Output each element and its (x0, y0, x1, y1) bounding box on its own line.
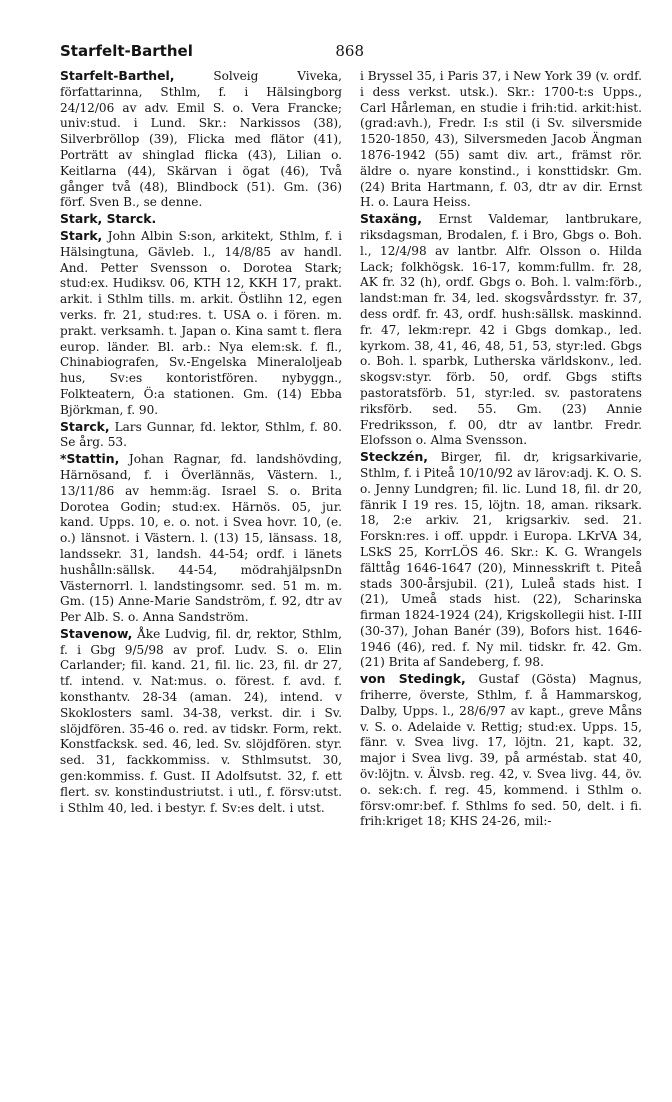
page-header (60, 40, 634, 62)
entry-text: Åke Ludvig, fil. dr, rektor, Sthlm, f. i Gbg 9/5/98 av prof. Ludv. S. o. Elin Carlander; fil. kand. 21, fil. lic. 23, fil. dr 27, tf. intend. v. Nat:mus. o. förest. f. avd. f. konsthantv. 28-34 (aman. 24), intend. v Skoklosters saml. 34-38, verkst. dir. i Sv. slöjdfören. 35-46 o. red. av tidskr. Form, rekt. Konstfacksk. sed. 46, led. Sv. slöjdfören. styr. sed. 31, fackkommiss. v. Sthlmsutst. 30, gen:kommiss. f. Gust. II Adolfsutst. 32, f. ett flert. sv. konstindustriutst. i utl., f. försv:utst. i Sthlm 40, led. i bestyr. f. Sv:es delt. i utst. (60, 626, 342, 815)
entry-headword: *Stattin, (60, 451, 120, 467)
entry (360, 671, 642, 830)
entry (60, 626, 342, 817)
entry-headword: Steckzén, (360, 449, 428, 465)
entry-headword: Starfelt-Barthel, (60, 68, 175, 83)
page-number: 868 (335, 42, 364, 60)
entry (360, 449, 642, 671)
running-head: Starfelt-Barthel (60, 42, 193, 60)
entry (360, 68, 642, 211)
right-column (360, 68, 642, 830)
entry-headword: Stark, (60, 227, 103, 243)
entry (60, 228, 342, 419)
entry-headword: Stark, Starck. (60, 211, 157, 227)
entry (60, 68, 342, 211)
entry-headword: Stavenow, (60, 625, 133, 641)
left-column (60, 68, 342, 830)
entry (360, 211, 642, 449)
entry (60, 211, 342, 228)
entry-text: Birger, fil. dr, krigsarkivarie, Sthlm, f. i Piteå 10/10/92 av lärov:adj. K. O. S. o. Jenny Lundgren; fil. lic. Lund 18, fil. dr 20, fänrik I 19 res. 15, löjtn. 18, aman. riksark. 18, 2:e arkiv. 21, krigsarkiv. sed. 21. Forskn:res. i off. uppdr. i Europa. LKrVA 34, LSkS 25, KorrLÖS 46. Skr.: K. G. Wrangels fälttåg 1646-1647 (20), Minnesskrift t. Piteå stads 300-årsjubil. (21), Luleå stads hist. I (21), Umeå stads hist. (22), Scharinska firman 1824-1924 (24), Krigskollegii hist. I-III (30-37), Johan Banér (39), Bofors hist. 1646-1946 (46), red. f. Ny mil. tidskr. fr. 42. Gm. (21) Brita af Sandeberg, f. 98. (360, 450, 642, 670)
entry-text: Solveig Viveka, författarinna, Sthlm, f. i Hälsingborg 24/12/06 av adv. Emil S. o. Vera Francke; univ:stud. i Lund. Skr.: Narkissos (38), Silverbröllop (39), Flicka med flätor (41), Porträtt av shinglad flicka (43), Lilian o. Keitlarna (44), Skärvan i ögat (46), Två gånger två (48), Blindbock (51). Gm. (36) förf. Sven B., se denne. (60, 69, 342, 210)
entry-text: Ernst Valdemar, lantbrukare, riksdagsman, Brodalen, f. i Bro, Gbgs o. Boh. l., 12/4/98 av lantbr. Alfr. Olsson o. Hilda Lack; folkhögsk. 16-17, komm:fullm. fr. 28, AK fr. 32 (h), ordf. Gbgs o. Boh. l. valm:förb., landst:man fr. 34, led. skogsvårdsstyr. fr. 37, dess ordf. fr. 43, ordf. hush:sällsk. maskinnd. fr. 47, lekm:repr. 42 i Gbgs domkap., led. kyrkom. 38, 41, 46, 48, 51, 53, styr:led. Gbgs o. Boh. l. sparbk, Lutherska världskonv., led. skogsv:styr. förb. 50, ordf. Gbgs stifts pastoratsförb. 51, styr:led. sv. pastoratens riksförb. sed. 55. Gm. (23) Annie Fredriksson, f. 00, dtr av lantbr. Fredr. Elofsson o. Alma Svensson. (360, 212, 642, 448)
entry-text: John Albin S:son, arkitekt, Sthlm, f. i Hälsingtuna, Gävleb. l., 14/8/85 av handl. And. Petter Svensson o. Dorotea Stark; stud:ex. Hudiksv. 06, KTH 12, KKH 17, prakt. arkit. i Sthlm tills. m. arkit. Östlihn 12, egen verks. fr. 21, stud:res. t. USA o. i fören. m. prakt. verksamh. t. Japan o. Kina samt t. flera europ. länder. Bl. arb.: Nya elem:sk. f. fl., Chinabiografen, Sv.-Engelska Mineraloljeab hus, Sv:es kontoristfören. nybyggn., Folkteatern, Ö:a stationen. Gm. (14) Ebba Björkman, f. 90. (60, 228, 342, 417)
entry-text: i Bryssel 35, i Paris 37, i New York 39 (v. ordf. i dess verkst. utsk.). Skr.: 1700-t:s Upps., Carl Hårleman, en studie i frih:tid. arkit:hist. (grad:avh.), Fredr. I:s stil (i Sv. silversmide 1520-1850, 43), Silversmeden Jacob Ängman 1876-1942 (55) samt div. art., främst rör. äldre o. nyare konstind., i konsttidskr. Gm. (24) Brita Hartmann, f. 03, dtr av dir. Ernst H. o. Laura Heiss. (360, 69, 642, 210)
text-columns (60, 68, 642, 830)
entry-headword: Staxäng, (360, 211, 422, 227)
entry (60, 451, 342, 626)
entry-text: Lars Gunnar, fd. lektor, Sthlm, f. 80. Se årg. 53. (60, 419, 342, 450)
entry-text: Johan Ragnar, fd. landshövding, Härnösand, f. i Överlännäs, Västern. l., 13/11/86 av hemm:äg. Israel S. o. Brita Dorotea Godin; stud:ex. Härnös. 05, jur. kand. Upps. 10, e. o. not. i Svea hovr. 10, (e. o.) länsnot. i Västern. l. (13) 15, länsass. 18, landssekr. 31, landsh. 44-54; ordf. i länets hushålln:sällsk. 44-54, mödrahjälpsnDn Västernorrl. l. landstingsomr. sed. 51 m. m. Gm. (15) Anne-Marie Sandström, f. 92, dtr av Per Alb. S. o. Anna Sandström. (60, 452, 342, 625)
entry-text: Gustaf (Gösta) Magnus, friherre, överste, Sthlm, f. å Hammarskog, Dalby, Upps. l., 28/6/97 av kapt., greve Måns v. S. o. Adelaide v. Rettig; stud:ex. Upps. 15, fänr. v. Svea livg. 17, löjtn. 21, kapt. 32, major i Svea livg. 39, på arméstab. stat 40, öv:löjtn. v. Älvsb. reg. 42, v. Svea livg. 44, öv. o. sek:ch. f. reg. 45, kommend. i Sthlm o. försv:omr:bef. f. Sthlms fo sed. 50, delt. i fi. frih:kriget 18; KHS 24-26, mil:- (360, 672, 642, 829)
entry-headword: Starck, (60, 418, 110, 434)
entry (60, 419, 342, 452)
entry-headword: von Stedingk, (360, 671, 466, 687)
